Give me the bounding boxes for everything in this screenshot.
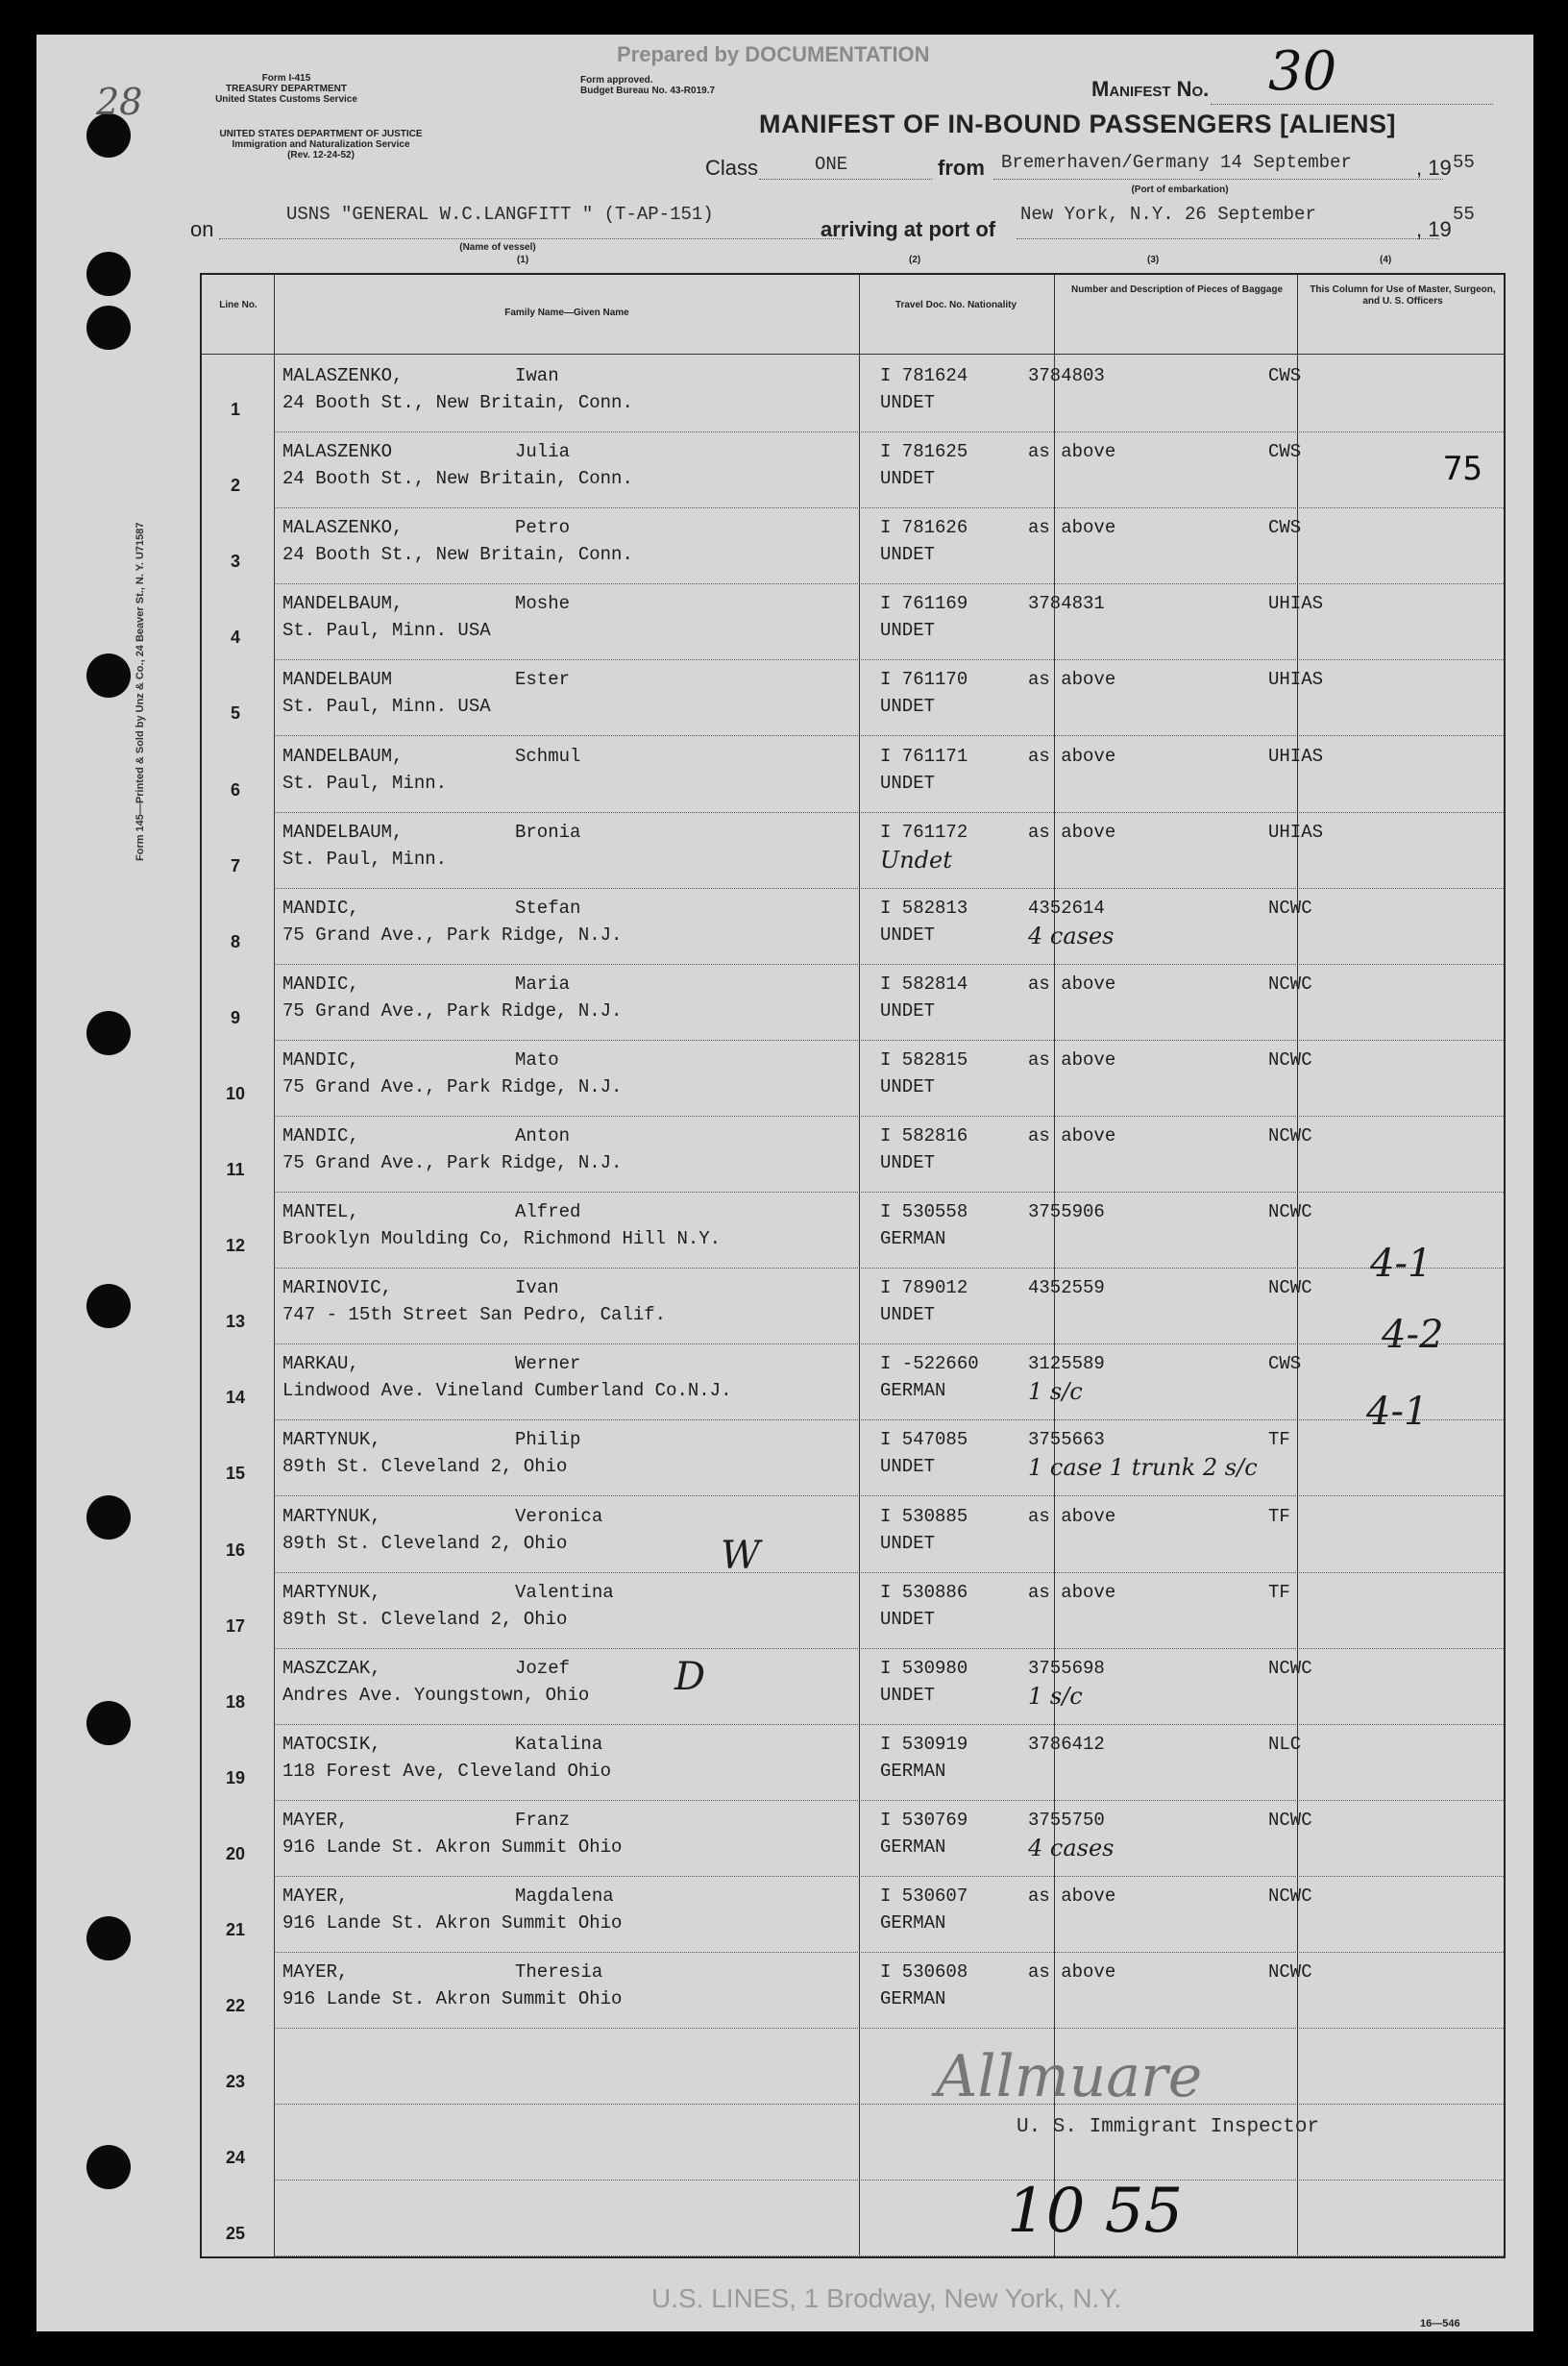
family-name: MANDELBAUM (282, 669, 393, 691)
baggage-description: 4 cases (1028, 1834, 1115, 1861)
address: 747 - 15th Street San Pedro, Calif. (282, 1304, 667, 1326)
family-name: MALASZENKO, (282, 517, 404, 539)
table-row (202, 1116, 1504, 1192)
given-name: Maria (515, 973, 571, 995)
punch-hole (86, 1701, 131, 1745)
line-number: 15 (225, 1464, 246, 1484)
line-number: 10 (225, 1083, 246, 1103)
family-name: MARTYNUK, (282, 1505, 381, 1527)
table-row (202, 1268, 1504, 1343)
justice-label: UNITED STATES DEPARTMENT OF JUSTICE (219, 129, 423, 139)
passenger-name (282, 745, 581, 767)
given-name: Franz (515, 1809, 571, 1831)
travel-doc-number: I 781626 (880, 517, 968, 539)
baggage-description: 1 s/c (1028, 1682, 1083, 1710)
travel-doc-number: I 582813 (880, 897, 968, 919)
travel-doc-number: I -522660 (880, 1353, 979, 1375)
officer-code: TF (1268, 1505, 1290, 1527)
form-number: Form I-415 (261, 73, 311, 84)
passenger-name (282, 821, 581, 843)
family-name: MANDELBAUM, (282, 593, 404, 615)
given-name: Iwan (515, 365, 559, 386)
on-label: on (190, 217, 214, 241)
baggage: 3755750 (1028, 1809, 1105, 1831)
given-name: Valentina (515, 1581, 614, 1603)
inspector-signature: Allmuare (936, 2043, 1203, 2110)
table-row (202, 1343, 1504, 1419)
family-name: MARTYNUK, (282, 1581, 381, 1603)
nationality: GERMAN (880, 1380, 946, 1402)
baggage: 3755906 (1028, 1201, 1105, 1223)
family-name: MANDELBAUM, (282, 821, 404, 843)
address: Brooklyn Moulding Co, Richmond Hill N.Y. (282, 1228, 722, 1250)
family-name: MAYER, (282, 1961, 349, 1984)
travel-doc-number: I 530608 (880, 1961, 968, 1984)
us-lines-stamp: U.S. LINES, 1 Brodway, New York, N.Y. (651, 2283, 1122, 2313)
baggage: 4352614 (1028, 897, 1105, 919)
given-name: Moshe (515, 593, 571, 615)
nationality: UNDET (880, 999, 936, 1022)
passenger-name (282, 1201, 581, 1223)
table-row (202, 1040, 1504, 1116)
margin-note: 10 55 (1007, 2176, 1184, 2247)
given-name: Veronica (515, 1505, 603, 1527)
table-row (202, 1724, 1504, 1800)
line-number: 4 (230, 628, 240, 648)
address: Andres Ave. Youngstown, Ohio (282, 1684, 590, 1706)
table-row (202, 2180, 1504, 2255)
arriving-label: arriving at port of (821, 217, 996, 241)
line-number: 23 (225, 2072, 246, 2092)
arrival-port: New York, N.Y. 26 September (1020, 204, 1316, 225)
given-name: Ivan (515, 1277, 559, 1299)
passenger-name (282, 669, 571, 691)
passenger-name (282, 1885, 614, 1907)
baggage: 3755698 (1028, 1657, 1105, 1679)
passenger-name (282, 1961, 603, 1984)
col-line-header: Line No. (219, 300, 257, 310)
baggage: 3784803 (1028, 365, 1105, 386)
officer-code: NCWC (1268, 973, 1312, 995)
baggage: as above (1028, 973, 1116, 995)
given-name: Mato (515, 1048, 559, 1071)
margin-note: D (674, 1655, 706, 1699)
family-name: MALASZENKO, (282, 365, 404, 386)
side-imprint: Form 145—Printed & Sold by Unz & Co., 24 Beaver St., N. Y. U71587 (135, 522, 146, 861)
given-name: Philip (515, 1429, 581, 1451)
line-number: 20 (225, 1843, 246, 1863)
line-number: 12 (225, 1236, 246, 1256)
table-row (202, 431, 1504, 507)
family-name: MARINOVIC, (282, 1277, 393, 1299)
table-row (202, 888, 1504, 964)
address: 75 Grand Ave., Park Ridge, N.J. (282, 1152, 623, 1173)
vessel-name: USNS "GENERAL W.C.LANGFITT " (T-AP-151) (286, 204, 714, 225)
class-value: ONE (815, 154, 848, 175)
line-number: 7 (230, 855, 240, 875)
family-name: MAYER, (282, 1885, 349, 1907)
officer-code: UHIAS (1268, 593, 1324, 615)
travel-doc-number: I 789012 (880, 1277, 968, 1299)
family-name: MARKAU, (282, 1353, 359, 1375)
punch-hole (86, 1495, 131, 1540)
prepared-stamp: Prepared by DOCUMENTATION (617, 42, 930, 66)
family-name: MANDIC, (282, 897, 359, 919)
nationality: GERMAN (880, 1988, 946, 2010)
family-name: MANDIC, (282, 1048, 359, 1071)
address: Lindwood Ave. Vineland Cumberland Co.N.J. (282, 1380, 732, 1402)
line-number: 6 (230, 779, 240, 800)
punch-hole (86, 1011, 131, 1055)
officer-code: NCWC (1268, 897, 1312, 919)
margin-note: 4-2 (1382, 1313, 1444, 1357)
table-row (202, 1952, 1504, 2028)
nationality: UNDET (880, 1684, 936, 1706)
officer-code: CWS (1268, 1353, 1302, 1375)
passenger-name (282, 1353, 581, 1375)
line-number: 21 (225, 1920, 246, 1939)
travel-doc-number: I 530919 (880, 1733, 968, 1755)
line-number: 2 (230, 476, 240, 496)
year-prefix: , 19 (1416, 156, 1452, 180)
line-number: 16 (225, 1540, 246, 1560)
line-number: 14 (225, 1388, 246, 1408)
nationality: UNDET (880, 924, 936, 946)
travel-doc-number: I 530885 (880, 1505, 968, 1527)
ins-label: Immigration and Naturalization Service (232, 139, 410, 150)
passenger-name (282, 1809, 571, 1831)
officer-code: NCWC (1268, 1657, 1312, 1679)
nationality: UNDET (880, 1304, 936, 1326)
officer-code: NCWC (1268, 1048, 1312, 1071)
given-name: Julia (515, 441, 571, 463)
officer-code: NCWC (1268, 1125, 1312, 1146)
travel-doc-number: I 761169 (880, 593, 968, 615)
nationality: UNDET (880, 1608, 936, 1630)
baggage: as above (1028, 745, 1116, 767)
travel-doc-number: I 530558 (880, 1201, 968, 1223)
margin-note: W (721, 1534, 761, 1578)
form-code: 16—546 (1420, 2318, 1460, 2329)
manifest-page (37, 35, 1533, 2331)
from-label: from (938, 156, 985, 180)
table-row (202, 2028, 1504, 2104)
punch-hole (86, 2145, 131, 2189)
family-name: MASZCZAK, (282, 1657, 381, 1679)
year-arrival: 55 (1453, 204, 1475, 225)
nationality: UNDET (880, 544, 936, 566)
from-value: Bremerhaven/Germany 14 September (1001, 152, 1352, 173)
line-number: 19 (225, 1767, 246, 1787)
table-row (202, 507, 1504, 583)
table-row (202, 1800, 1504, 1876)
passenger-name (282, 897, 581, 919)
baggage: as above (1028, 1505, 1116, 1527)
given-name: Alfred (515, 1201, 581, 1223)
baggage-description: 1 s/c (1028, 1378, 1083, 1406)
margin-note: 28 (96, 81, 143, 123)
nationality: UNDET (880, 392, 936, 413)
line-number: 1 (230, 400, 240, 419)
family-name: MALASZENKO (282, 441, 393, 463)
given-name: Theresia (515, 1961, 603, 1984)
punch-hole (86, 306, 131, 350)
nationality: UNDET (880, 1456, 936, 1478)
address: 75 Grand Ave., Park Ridge, N.J. (282, 1075, 623, 1097)
nationality: UNDET (880, 1532, 936, 1554)
baggage: 3784831 (1028, 593, 1105, 615)
officer-code: UHIAS (1268, 669, 1324, 691)
family-name: MATOCSIK, (282, 1733, 381, 1755)
line-number: 17 (225, 1615, 246, 1636)
embarkation-note: (Port of embarkation) (1131, 185, 1229, 195)
passenger-name (282, 1505, 603, 1527)
officer-code: CWS (1268, 441, 1302, 463)
given-name: Stefan (515, 897, 581, 919)
passenger-name (282, 1125, 571, 1146)
table-row (202, 812, 1504, 888)
address: St. Paul, Minn. USA (282, 696, 491, 718)
line-number: 11 (226, 1160, 245, 1179)
officer-code: CWS (1268, 517, 1302, 539)
address: 916 Lande St. Akron Summit Ohio (282, 1836, 623, 1858)
travel-doc-number: I 582816 (880, 1125, 968, 1146)
margin-note: 4-1 (1370, 1242, 1433, 1286)
baggage: as above (1028, 1581, 1116, 1603)
passenger-name (282, 973, 571, 995)
travel-doc-number: I 530886 (880, 1581, 968, 1603)
margin-note: 4-1 (1366, 1390, 1429, 1434)
table-row (202, 659, 1504, 735)
nationality: GERMAN (880, 1760, 946, 1782)
baggage: as above (1028, 1125, 1116, 1146)
address: St. Paul, Minn. (282, 848, 448, 870)
line-number: 5 (230, 703, 240, 724)
travel-doc-number: I 781625 (880, 441, 968, 463)
passenger-name (282, 1581, 614, 1603)
family-name: MANDIC, (282, 973, 359, 995)
nationality: UNDET (880, 1152, 936, 1173)
officer-code: TF (1268, 1429, 1290, 1451)
baggage-description: 1 case 1 trunk 2 s/c (1028, 1454, 1258, 1482)
line-number: 24 (225, 2148, 246, 2168)
address: 89th St. Cleveland 2, Ohio (282, 1532, 568, 1554)
address: 75 Grand Ave., Park Ridge, N.J. (282, 999, 623, 1022)
nationality: UNDET (880, 1075, 936, 1097)
vessel-note: (Name of vessel) (459, 242, 536, 253)
family-name: MAYER, (282, 1809, 349, 1831)
manifest-number: 30 (1268, 40, 1337, 103)
col-doc-header: Travel Doc. No. Nationality (894, 300, 1017, 310)
officer-code: NLC (1268, 1733, 1302, 1755)
baggage: 3786412 (1028, 1733, 1105, 1755)
officer-code: NCWC (1268, 1885, 1312, 1907)
baggage: as above (1028, 1885, 1116, 1907)
travel-doc-number: I 761172 (880, 821, 968, 843)
address: 916 Lande St. Akron Summit Ohio (282, 1988, 623, 2010)
baggage: 4352559 (1028, 1277, 1105, 1299)
family-name: MANDIC, (282, 1125, 359, 1146)
col-num-4: (4) (1380, 255, 1392, 265)
table-row (202, 1876, 1504, 1952)
line-number: 22 (225, 1996, 246, 2016)
travel-doc-number: I 761171 (880, 745, 968, 767)
officer-code: NCWC (1268, 1277, 1312, 1299)
rev-label: (Rev. 12-24-52) (287, 150, 355, 160)
punch-hole (86, 653, 131, 698)
travel-doc-number: I 530607 (880, 1885, 968, 1907)
col-officers-header: This Column for Use of Master, Surgeon, and U. S. Officers (1310, 284, 1496, 307)
officer-code: NCWC (1268, 1201, 1312, 1223)
punch-hole (86, 1284, 131, 1328)
punch-hole (86, 1916, 131, 1960)
line-number: 13 (225, 1312, 246, 1332)
family-name: MANDELBAUM, (282, 745, 404, 767)
table-row (202, 964, 1504, 1040)
given-name: Katalina (515, 1733, 603, 1755)
inspector-title: U. S. Immigrant Inspector (1017, 2116, 1320, 2138)
col-baggage-header: Number and Description of Pieces of Baggage (1070, 284, 1284, 295)
officer-code: CWS (1268, 365, 1302, 386)
table-row (202, 356, 1504, 431)
family-name: MANTEL, (282, 1201, 359, 1223)
form-approved: Form approved. (580, 75, 653, 86)
address: 24 Booth St., New Britain, Conn. (282, 544, 633, 566)
given-name: Jozef (515, 1657, 571, 1679)
given-name: Schmul (515, 745, 581, 767)
treasury-label: TREASURY DEPARTMENT (226, 84, 347, 94)
nationality: GERMAN (880, 1912, 946, 1934)
address: 75 Grand Ave., Park Ridge, N.J. (282, 924, 623, 946)
nationality: UNDET (880, 468, 936, 490)
customs-label: United States Customs Service (215, 94, 357, 105)
officer-code: NCWC (1268, 1809, 1312, 1831)
passenger-name (282, 517, 571, 539)
travel-doc-number: I 530769 (880, 1809, 968, 1831)
line-number: 8 (230, 931, 240, 951)
passenger-name (282, 1429, 581, 1451)
baggage: as above (1028, 441, 1116, 463)
passenger-table (200, 273, 1506, 2258)
punch-hole (86, 252, 131, 296)
baggage: 3125589 (1028, 1353, 1105, 1375)
nationality: GERMAN (880, 1228, 946, 1250)
passenger-name (282, 1733, 603, 1755)
baggage: as above (1028, 1048, 1116, 1071)
line-number: 3 (230, 552, 240, 572)
given-name: Werner (515, 1353, 581, 1375)
address: 118 Forest Ave, Cleveland Ohio (282, 1760, 612, 1782)
officer-code: UHIAS (1268, 745, 1324, 767)
table-row (202, 1192, 1504, 1268)
travel-doc-number: I 530980 (880, 1657, 968, 1679)
baggage-description: 4 cases (1028, 922, 1115, 949)
passenger-name (282, 593, 571, 615)
budget-bureau: Budget Bureau No. 43-R019.7 (580, 86, 716, 96)
address: St. Paul, Minn. (282, 772, 448, 794)
passenger-name (282, 1657, 571, 1679)
nationality: Undet (880, 846, 952, 874)
given-name: Bronia (515, 821, 581, 843)
travel-doc-number: I 582814 (880, 973, 968, 995)
year-departure: 55 (1453, 152, 1475, 173)
officer-code: TF (1268, 1581, 1290, 1603)
baggage: as above (1028, 1961, 1116, 1984)
table-row (202, 583, 1504, 659)
family-name: MARTYNUK, (282, 1429, 381, 1451)
line-number: 18 (225, 1691, 246, 1712)
address: 916 Lande St. Akron Summit Ohio (282, 1912, 623, 1934)
travel-doc-number: I 582815 (880, 1048, 968, 1071)
col-num-3: (3) (1147, 255, 1160, 265)
table-row (202, 1572, 1504, 1648)
year-prefix-2: , 19 (1416, 217, 1452, 241)
table-row (202, 736, 1504, 812)
given-name: Ester (515, 669, 571, 691)
baggage: as above (1028, 821, 1116, 843)
baggage: as above (1028, 669, 1116, 691)
travel-doc-number: I 781624 (880, 365, 968, 386)
travel-doc-number: I 761170 (880, 669, 968, 691)
manifest-title: MANIFEST OF IN-BOUND PASSENGERS [ALIENS] (759, 110, 1397, 138)
passenger-name (282, 365, 559, 386)
baggage: 3755663 (1028, 1429, 1105, 1451)
table-row (202, 1496, 1504, 1572)
nationality: UNDET (880, 772, 936, 794)
address: 24 Booth St., New Britain, Conn. (282, 468, 633, 490)
officer-code: NCWC (1268, 1961, 1312, 1984)
line-number: 25 (225, 2224, 246, 2244)
passenger-name (282, 1048, 559, 1071)
table-row (202, 1648, 1504, 1724)
manifest-label: Manifest No. (1091, 77, 1210, 101)
officer-code: UHIAS (1268, 821, 1324, 843)
table-row (202, 1419, 1504, 1495)
travel-doc-number: I 547085 (880, 1429, 968, 1451)
address: 89th St. Cleveland 2, Ohio (282, 1608, 568, 1630)
baggage: as above (1028, 517, 1116, 539)
col-num-2: (2) (909, 255, 921, 265)
col-num-1: (1) (517, 255, 529, 265)
address: St. Paul, Minn. USA (282, 620, 491, 642)
address: 24 Booth St., New Britain, Conn. (282, 392, 633, 413)
given-name: Petro (515, 517, 571, 539)
passenger-name (282, 441, 571, 463)
nationality: GERMAN (880, 1836, 946, 1858)
address: 89th St. Cleveland 2, Ohio (282, 1456, 568, 1478)
col-name-header: Family Name—Given Name (504, 308, 629, 318)
given-name: Anton (515, 1125, 571, 1146)
nationality: UNDET (880, 696, 936, 718)
margin-note: 75 (1443, 450, 1482, 488)
given-name: Magdalena (515, 1885, 614, 1907)
line-number: 9 (230, 1007, 240, 1027)
nationality: UNDET (880, 620, 936, 642)
class-label: Class (705, 156, 759, 180)
passenger-name (282, 1277, 559, 1299)
